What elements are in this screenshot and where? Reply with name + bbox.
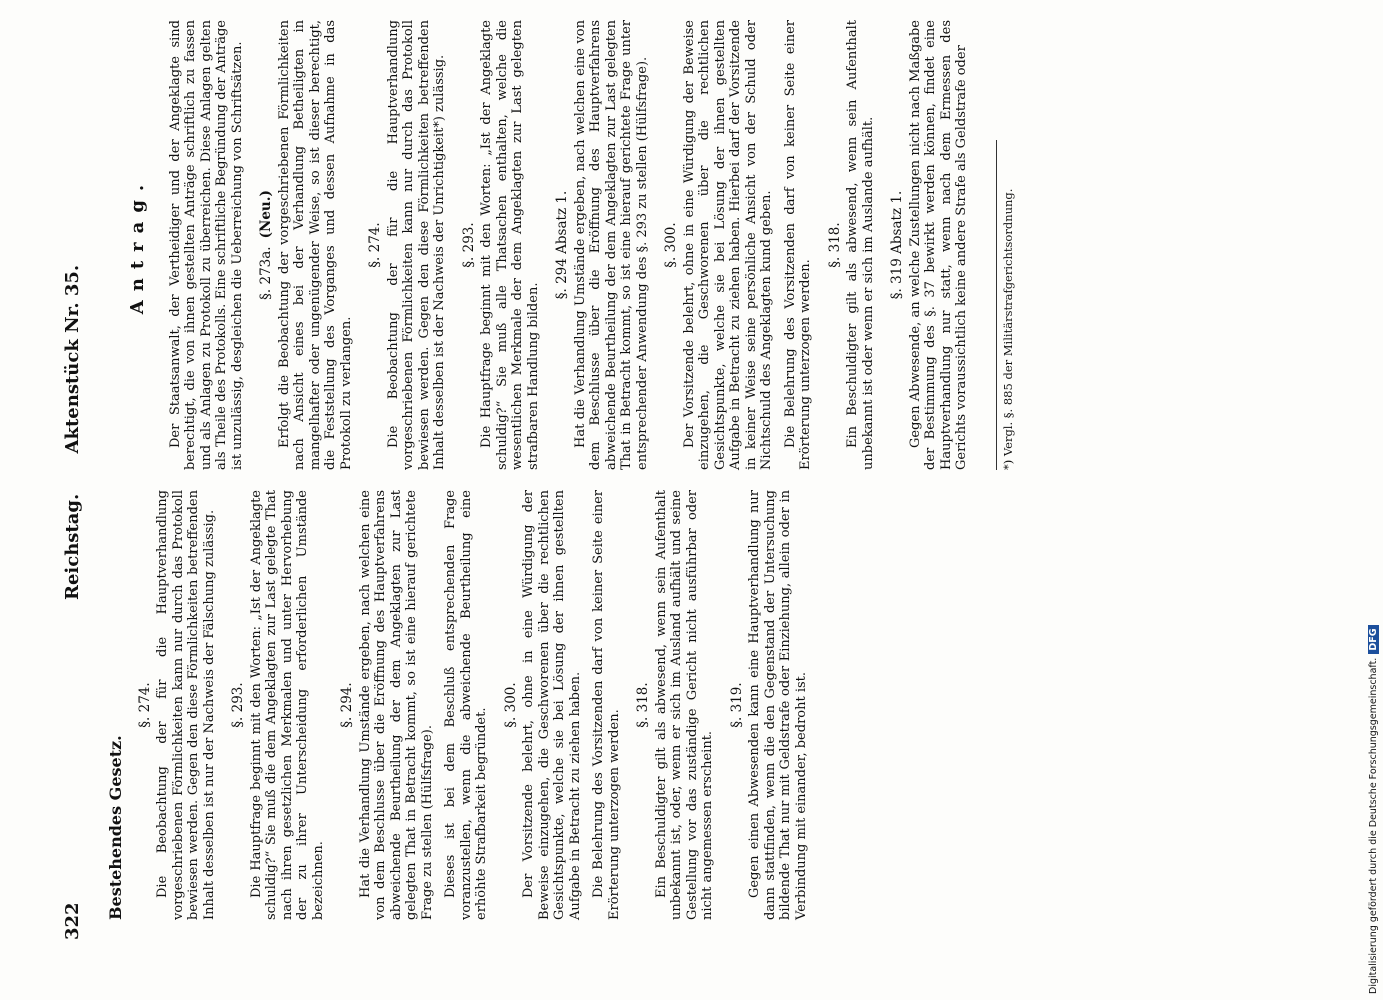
section-paragraph: Erfolgt die Beobachtung der vorgeschriebenen Förmlichkeiten nach Ansicht eines bei der Verhandlung Betheiligten in mangelhafter oder ungenügender Weise, so ist dieser berechtigt, die Feststellung des Vorganges und dessen Aufnahme in das Protokoll zu verlangen. — [276, 20, 354, 470]
section-new-tag: (Neu.) — [258, 190, 274, 239]
left-column-title: Bestehendes Gesetz. — [106, 735, 125, 920]
section-paragraph: Ein Beschuldigter gilt als abwesend, wenn sein Aufenthalt unbekannt ist, oder, wenn er sich im Ausland aufhält und seine Gestellung vor das zuständige Gericht nicht ausführbar oder nicht angemessen erscheint. — [653, 490, 715, 920]
section-number: §. 293. — [230, 682, 246, 728]
section-number: §. 318. — [826, 222, 843, 268]
legal-section — [636, 490, 716, 920]
section-paragraph: Gegen einen Abwesenden kann eine Hauptverhandlung nur dann stattfinden, wenn die den Gegenstand der Untersuchung bildende That nur mit Geldstrafe oder Einziehung, allein oder in Verbindung mit einander, bedroht ist. — [747, 490, 809, 920]
document-number: Aktenstück Nr. 35. — [62, 264, 83, 454]
section-heading — [664, 20, 680, 470]
legal-section — [138, 490, 218, 920]
section-paragraph: Die Beobachtung der für die Hauptverhandlung vorgeschriebenen Förmlichkeiten kann nur durch das Protokoll bewiesen werden. Gegen den diese Förmlichkeiten betreffenden Inhalt desselben ist der Nachweis der Unrichtigkeit*) zulässig. — [385, 20, 447, 470]
section-paragraph: Der Vorsitzende belehrt, ohne in eine Würdigung der Beweise einzugehen, die Geschworenen über die rechtlichen Gesichtspunkte, welche sie bei Lösung der ihnen gestellten Aufgabe in Betracht zu ziehen haben. Hierbei darf der Vorsitzende in keiner Weise seine persönliche Ansicht von der Schuld oder Nichtschuld des Angeklagten kund geben. — [681, 20, 774, 470]
legal-section — [828, 20, 877, 470]
section-number: §. 319. — [728, 682, 745, 728]
section-heading — [259, 20, 275, 470]
section-paragraph: Dieses ist bei dem Beschluß entsprechenden Frage voranzustellen, wenn die abweichende Beurtheilung eine erhöhte Strafbarkeit begründet. — [443, 490, 489, 920]
legal-section — [259, 20, 354, 470]
section-heading — [555, 20, 571, 470]
header-title — [62, 265, 83, 600]
dfg-logo: DFG — [1368, 625, 1379, 653]
section-paragraph: Hat die Verhandlung Umstände ergeben, nach welchen eine von dem Beschlusse über die Eröffnung des Hauptverfahrens abweichende Beurtheilung der dem Angeklagten zur Last gelegten That in Betracht kommt, so ist eine hierauf gerichtete Frage unter entsprechender Anwendung des §. 293 zu stellen (Hülfsfrage). — [572, 20, 650, 470]
section-heading — [504, 490, 520, 920]
left-sections — [138, 490, 810, 920]
section-number: §. 300. — [663, 222, 679, 268]
footnote — [996, 140, 1017, 470]
section-heading — [231, 490, 247, 920]
left-column-existing-law — [100, 490, 1280, 920]
right-column-title: Antrag. — [127, 175, 148, 315]
section-paragraph: Gegen Abwesende, an welche Zustellungen nicht nach Maßgabe der Bestimmung des §. 37 bewirkt werden können, findet eine Hauptverhandlung nur statt, wenn nach dem Ermessen des Gerichts voraussichtlich keine andere Strafe als Geldstrafe oder — [907, 20, 969, 470]
publication-name: Reichstag. — [62, 493, 83, 600]
section-heading — [462, 20, 478, 470]
section-paragraph: Der Vorsitzende belehrt, ohne in eine Würdigung der Beweise einzugehen, die Geschworenen über die rechtlichen Gesichtspunkte, welche sie bei Lösung der ihnen gestellten Aufgabe in Betracht zu ziehen haben. — [521, 490, 583, 920]
page-number: 322 — [62, 902, 83, 940]
section-paragraph: Ein Beschuldigter gilt als abwesend, wenn sein Aufenthalt unbekannt ist oder wenn er sich im Auslande aufhält. — [845, 20, 876, 470]
legal-section — [462, 20, 542, 470]
right-column-proposal — [127, 20, 1260, 470]
legal-section — [555, 20, 650, 470]
section-heading — [828, 20, 844, 470]
section-heading — [890, 20, 906, 470]
section-paragraph: Hat die Verhandlung Umstände ergeben, nach welchen eine von dem Beschlusse über die Eröffnung des Hauptverfahrens abweichende Beurtheilung der dem Angeklagten zur Last gelegten That in Betracht kommt, so ist eine hierauf gerichtete Frage zu stellen (Hülfsfrage). — [357, 490, 435, 920]
section-paragraph: Die Hauptfrage beginnt mit den Worten: „Ist der Angeklagte schuldig?“ Sie muß alle Thatsachen enthalten, welche die wesentlichen Merkmale der dem Angeklagten zur Last gelegten strafbaren Handlung bilden. — [479, 20, 541, 470]
section-number: §. 274. — [136, 682, 153, 728]
section-number: §. 273a. — [258, 246, 274, 300]
section-heading — [340, 490, 356, 920]
section-number: §. 294 Absatz 1. — [554, 190, 570, 300]
digitization-credit — [1368, 625, 1379, 994]
section-paragraph: Die Hauptfrage beginnt mit den Worten: „Ist der Angeklagte schuldig?“ Sie muß die dem Angeklagten zur Last gelegte That nach ihren gesetzlichen Merkmalen und unter Hervorhebung der zu ihrer Unterscheidung erforderlichen Umstände bezeichnen. — [248, 490, 326, 920]
footnote-text: *) Vergl. §. 885 der Militärstrafgerichtsordnung. — [1000, 188, 1015, 470]
section-number: §. 319 Absatz 1. — [889, 190, 905, 300]
legal-section — [890, 20, 970, 470]
legal-section — [168, 20, 246, 470]
legal-section — [340, 490, 490, 920]
section-number: §. 318. — [635, 682, 651, 728]
section-heading — [368, 20, 384, 470]
section-number: §. 293. — [460, 222, 477, 268]
section-number: §. 294. — [339, 682, 355, 728]
section-paragraph: Die Belehrung des Vorsitzenden darf von keiner Seite einer Erörterung unterzogen werden. — [782, 20, 813, 470]
legal-section — [231, 490, 326, 920]
legal-section — [368, 20, 448, 470]
credit-text: Digitalisierung gefördert durch die Deutsche Forschungsgemeinschaft. — [1368, 657, 1379, 994]
section-heading — [730, 490, 746, 920]
legal-section — [664, 20, 814, 470]
section-number: §. 274. — [367, 222, 383, 268]
right-sections — [168, 20, 970, 470]
legal-section — [730, 490, 810, 920]
section-paragraph: Der Staatsanwalt, der Vertheidiger und der Angeklagte sind berechtigt, die von ihnen gestellten Anträge schriftlich zu fassen und als Anlagen zu Protokoll zu überreichen. Diese Anlagen gelten als Theile des Protokolls. Eine schriftliche Begründung der Anträge ist unzulässig, desgleichen die Ueberreichung von Schriftsätzen. — [167, 20, 245, 470]
running-head — [62, 60, 92, 940]
legal-section — [504, 490, 623, 920]
section-heading — [636, 490, 652, 920]
section-number: §. 300. — [502, 682, 519, 728]
section-paragraph: Die Belehrung des Vorsitzenden darf von keiner Seite einer Erörterung unterzogen werden. — [591, 490, 622, 920]
section-paragraph: Die Beobachtung der für die Hauptverhandlung vorgeschriebenen Förmlichkeiten kann nur durch das Protokoll bewiesen werden. Gegen den diese Förmlichkeiten betreffenden Inhalt desselben ist nur der Nachweis der Fälschung zulässig. — [155, 490, 217, 920]
section-heading — [138, 490, 154, 920]
